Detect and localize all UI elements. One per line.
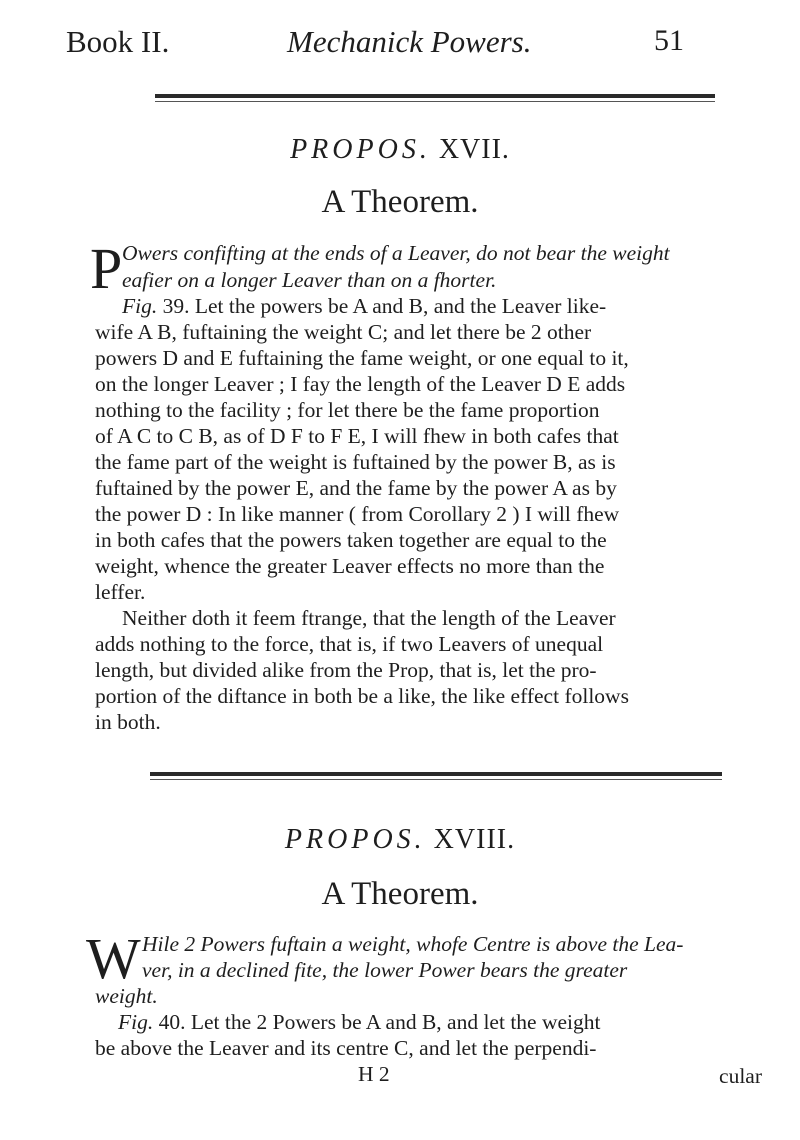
body-line-6: of A C to C B, as of D F to F E, I will fhew in both cafes that xyxy=(95,424,619,448)
body-line-1 xyxy=(122,294,790,319)
ornamental-rule-top xyxy=(155,94,715,98)
enunciation-line-1: Owers confifting at the ends of a Leaver, do not bear the weight xyxy=(122,241,670,265)
proposition-18-heading xyxy=(0,824,800,856)
running-head-book: Book II. xyxy=(66,24,170,59)
body-line-11: weight, whence the greater Leaver effects no more than the xyxy=(95,554,605,578)
enunciation-line-2: eafier on a longer Leaver than on a fhorter. xyxy=(122,268,497,292)
body-line-2: wife A B, fuftaining the weight C; and let there be 2 other xyxy=(95,320,592,344)
drop-cap-p: P xyxy=(90,236,123,301)
body-line-4: on the longer Leaver ; I fay the length of the Leaver D E adds xyxy=(95,372,626,396)
propos-label: PROPOS. xyxy=(290,134,431,165)
body-text: 39. Let the powers be A and B, and the Leaver like- xyxy=(162,294,607,318)
ornamental-rule-middle-thin xyxy=(150,779,722,780)
propos-label: PROPOS. xyxy=(284,824,426,855)
para2-line-5: in both. xyxy=(95,710,161,734)
propos-number: XVIII. xyxy=(433,824,516,855)
body-line-3: powers D and E fuftaining the fame weight, or one equal to it, xyxy=(95,346,629,370)
propos-number: XVII. xyxy=(438,134,510,165)
proposition-18-subtitle: A Theorem. xyxy=(321,876,479,912)
proposition-17-subtitle: A Theorem. xyxy=(321,184,479,220)
fig-label: Fig. xyxy=(122,294,158,318)
body-line-9: the power D : In like manner ( from Corollary 2 ) I will fhew xyxy=(95,502,620,526)
signature-mark: H 2 xyxy=(358,1062,390,1086)
page-number: 51 xyxy=(654,24,684,57)
para2-line-4: portion of the diftance in both be a like, the like effect follows xyxy=(95,684,629,708)
body-text: 40. Let the 2 Powers be A and B, and let the weight xyxy=(158,1010,601,1034)
catchword: cular xyxy=(719,1064,762,1088)
body-line-5: nothing to the facility ; for let there be the fame proportion xyxy=(95,398,600,422)
body-line-10: in both cafes that the powers taken together are equal to the xyxy=(95,528,607,552)
para2-line-1: Neither doth it feem ftrange, that the length of the Leaver xyxy=(122,606,616,630)
body-line-8: fuftained by the power E, and the fame by the power A as by xyxy=(95,476,617,500)
running-head-title: Mechanick Powers. xyxy=(287,24,532,59)
para2-line-2: adds nothing to the force, that is, if two Leavers of unequal xyxy=(95,632,604,656)
body-line-7: the fame part of the weight is fuftained by the power B, as is xyxy=(95,450,616,474)
body-18-line-1 xyxy=(118,1010,786,1035)
enunciation-18-line-1: Hile 2 Powers fuftain a weight, whofe Centre is above the Lea- xyxy=(142,932,684,956)
body-18-line-2: be above the Leaver and its centre C, and let the perpendi- xyxy=(95,1036,597,1060)
fig-label: Fig. xyxy=(118,1010,154,1034)
body-line-12: leffer. xyxy=(95,580,146,604)
enunciation-18-line-3: weight. xyxy=(95,984,158,1008)
enunciation-18-line-2: ver, in a declined fite, the lower Power bears the greater xyxy=(142,958,628,982)
ornamental-rule-top-thin xyxy=(155,101,715,102)
proposition-17-heading xyxy=(0,134,800,166)
drop-cap-w: W xyxy=(86,926,141,991)
para2-line-3: length, but divided alike from the Prop, that is, let the pro- xyxy=(95,658,597,682)
ornamental-rule-middle xyxy=(150,772,722,776)
